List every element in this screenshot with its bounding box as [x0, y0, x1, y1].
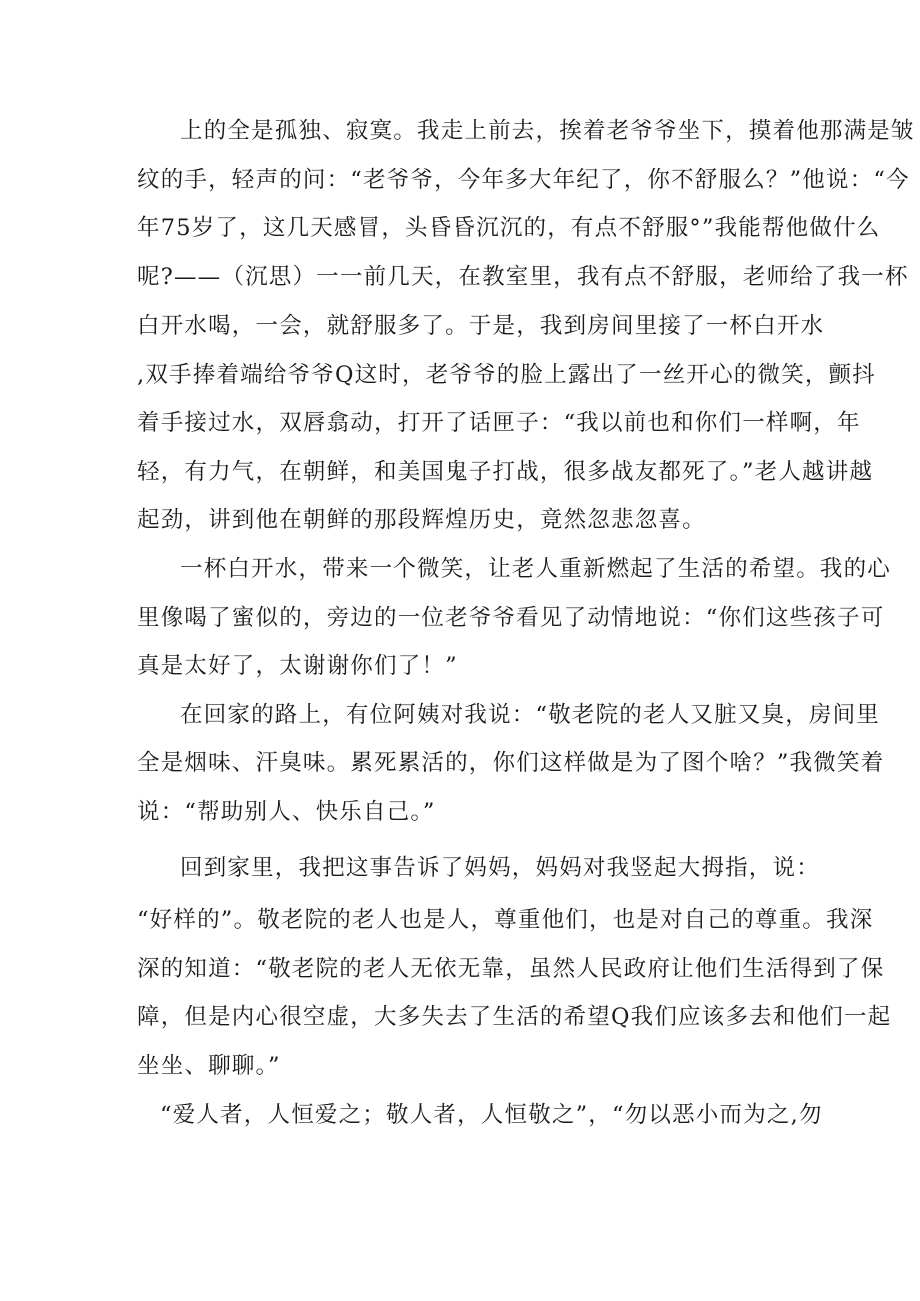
text-line: 一杯白开水，带来一个微笑，让老人重新燃起了生活的希望。我的心 [180, 556, 892, 582]
text-line: ,双手捧着端给爷爷Q这时，老爷爷的脸上露出了一丝开心的微笑，颤抖 [137, 362, 876, 388]
text-line: 回到家里，我把这事告诉了妈妈，妈妈对我竖起大拇指，说： [180, 855, 820, 881]
text-line: 障，但是内心很空虚，大多失去了生活的希望Q我们应该多去和他们一起 [137, 1004, 892, 1030]
text-line: 坐坐、聊聊。” [137, 1053, 281, 1079]
text-line: 纹的手，轻声的问：“老爷爷，今年多大年纪了，你不舒服么？”他说：“今 [137, 167, 910, 193]
text-line: 着手接过水，双唇翕动，打开了话匣子：“我以前也和你们一样啊，年 [137, 410, 861, 436]
text-line: 白开水喝，一会，就舒服多了。于是，我到房间里接了一杯白开水 [137, 313, 825, 339]
text-line: 在回家的路上，有位阿姨对我说：“敬老院的老人又脏又臭，房间里 [180, 702, 881, 728]
text-line: 上的全是孤独、寂寞。我走上前去，挨着老爷爷坐下，摸着他那满是皱 [180, 118, 915, 144]
text-line: 说：“帮助别人、快乐自己。” [137, 799, 436, 825]
text-line: 深的知道：“敬老院的老人无依无靠，虽然人民政府让他们生活得到了保 [137, 956, 885, 982]
text-line: 呢?——（沉思）一一前几天，在教室里，我有点不舒服，老师给了我一杯 [137, 264, 909, 290]
text-line: 里像喝了蜜似的，旁边的一位老爷爷看见了动情地说：“你们这些孩子可 [137, 605, 885, 631]
text-line: 年75岁了，这几天感冒，头昏昏沉沉的，有点不舒服°”我能帮他做什么 [137, 215, 881, 241]
text-line: “爱人者，人恒爱之；敬人者，人恒敬之”，“勿以恶小而为之,勿 [160, 1102, 823, 1128]
text-line: 起劲，讲到他在朝鲜的那段辉煌历史，竟然忽悲忽喜。 [137, 507, 706, 533]
text-line: 真是太好了，太谢谢你们了！” [137, 653, 458, 679]
text-line: 轻，有力气，在朝鲜，和美国鬼子打战，很多战友都死了。”老人越讲越 [137, 459, 874, 485]
text-line: “好样的”。敬老院的老人也是人，尊重他们，也是对自己的尊重。我深 [137, 907, 874, 933]
text-line: 全是烟味、汗臭味。累死累活的，你们这样做是为了图个啥？”我微笑着 [137, 750, 885, 776]
